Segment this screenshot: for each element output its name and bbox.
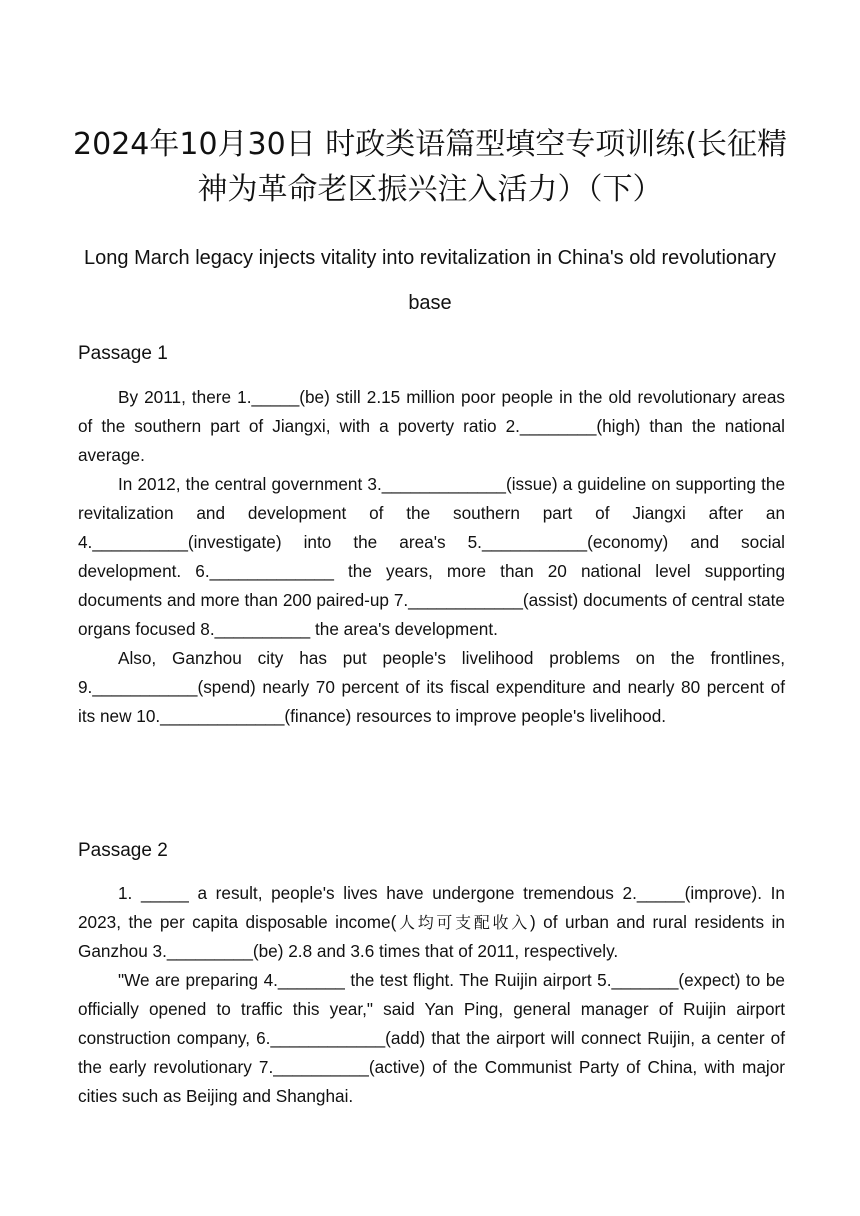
passage-1-paragraph-1: By 2011, there 1._____(be) still 2.15 million poor people in the old revolutionary areas of the southern part of Jiangxi, with a poverty ratio 2.________(high) than the national average. [78, 387, 785, 465]
passage-2-chinese-gloss: 人均可支配收入 [396, 913, 530, 932]
passage-1-paragraph-3: Also, Ganzhou city has put people's livelihood problems on the frontlines, 9.___________(spend) nearly 70 percent of its fiscal expenditure and nearly 80 percent of its new 10._____________(finance) resources to improve people's livelihood. [78, 648, 785, 726]
passage-2-paragraph-1-text-b: ) of urban and rural residents in Ganzhou 3._________(be) 2.8 and 3.6 times that of 2011, respectively. [78, 912, 785, 961]
page-title: 2024年10月30日 时政类语篇型填空专项训练(长征精神为革命老区振兴注入活力）（下） [73, 127, 787, 207]
passage-1-heading: Passage 1 [78, 343, 168, 364]
page-subtitle: Long March legacy injects vitality into revitalization in China's old revolutionary base [84, 247, 776, 314]
passage-2-paragraph-2: "We are preparing 4._______ the test flight. The Ruijin airport 5._______(expect) to be officially opened to traffic this year," said Yan Ping, general manager of Ruijin airport construction company, 6.____________(add) that the airport will connect Ruijin, a center of the early revolutionary 7.__________(active) of the Communist Party of China, with major cities such as Beijing and Shanghai. [78, 970, 785, 1106]
passage-2-heading: Passage 2 [78, 840, 168, 861]
passage-2-paragraph-1-text-a: 1. _____ a result, people's lives have undergone tremendous 2._____(improve). In 2023, the per capita disposable income( [78, 883, 785, 932]
passage-2-paragraph-1 [78, 879, 785, 966]
passage-1-paragraph-2: In 2012, the central government 3._____________(issue) a guideline on supporting the revitalization and development of the southern part of Jiangxi after an 4.__________(investigate) into the area's 5.___________(economy) and social development. 6._____________ the years, more than 20 national level supporting documents and more than 200 paired-up 7.____________(assist) documents of central state organs focused 8.__________ the area's development. [78, 474, 785, 639]
